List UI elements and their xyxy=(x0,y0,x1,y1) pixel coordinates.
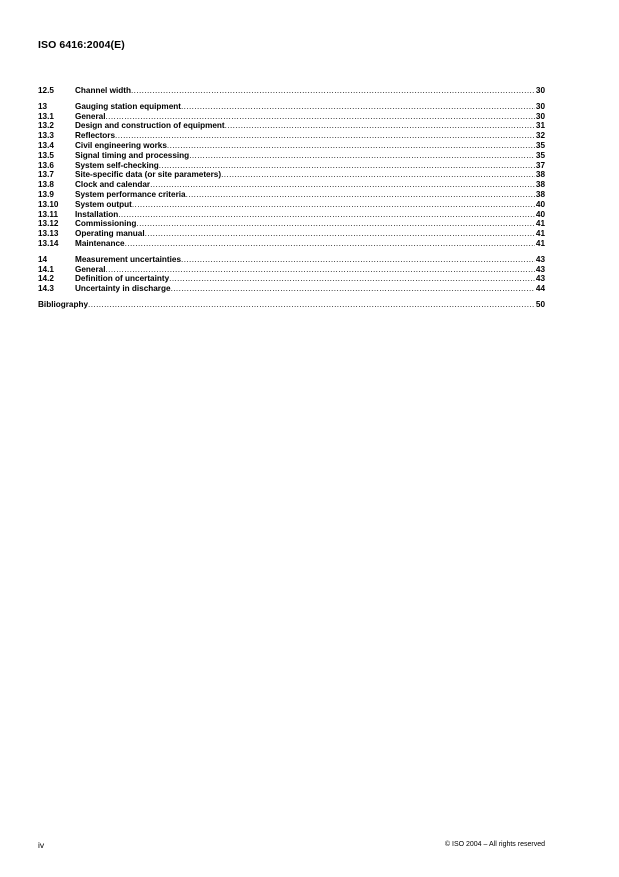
toc-entry-number: 13.6 xyxy=(38,160,54,170)
toc-entry-page: 35 xyxy=(535,150,545,160)
toc-entry-number: 13.14 xyxy=(38,238,59,248)
toc-entry-page: 37 xyxy=(535,160,545,170)
toc-entry[interactable] xyxy=(38,255,545,265)
toc-entry-number: 13.3 xyxy=(38,131,54,141)
toc-entry-title: Clock and calendar xyxy=(75,180,151,190)
toc-entry-page: 40 xyxy=(535,199,545,209)
toc-dot-leader xyxy=(150,180,535,190)
toc-entry-page: 44 xyxy=(535,284,545,294)
toc-dot-leader xyxy=(159,161,535,171)
toc-entry[interactable] xyxy=(38,190,545,200)
toc-entry-number: 13.9 xyxy=(38,189,54,199)
toc-dot-leader xyxy=(106,112,535,122)
toc-entry-title: Site-specific data (or site parameters) xyxy=(75,170,222,180)
toc-entry[interactable] xyxy=(38,86,545,96)
toc-entry-number: 14.3 xyxy=(38,284,54,294)
toc-entry[interactable] xyxy=(38,265,545,275)
toc-entry[interactable] xyxy=(38,170,545,180)
toc-dot-leader xyxy=(115,131,535,141)
toc-dot-leader xyxy=(118,210,535,220)
toc-dot-leader xyxy=(106,265,535,275)
toc-entry[interactable] xyxy=(38,151,545,161)
toc-dot-leader xyxy=(181,255,535,265)
toc-entry-number: 13.4 xyxy=(38,140,54,150)
toc-entry-page: 30 xyxy=(535,86,545,95)
toc-entry-number: 13.13 xyxy=(38,229,59,239)
toc-dot-leader xyxy=(131,86,535,96)
toc-entry-title: Reflectors xyxy=(75,131,116,141)
toc-entry[interactable] xyxy=(38,219,545,229)
toc-entry-page: 35 xyxy=(535,140,545,150)
toc-entry-title: Uncertainty in discharge xyxy=(75,284,171,294)
toc-entry[interactable] xyxy=(38,131,545,141)
toc-entry-page: 50 xyxy=(535,299,545,309)
toc-entry-number: 13.11 xyxy=(38,209,59,219)
toc-entry-number: 13.12 xyxy=(38,219,59,229)
toc-entry-title: Installation xyxy=(75,209,119,219)
toc-entry[interactable] xyxy=(38,102,545,112)
toc-entry-number: 13.8 xyxy=(38,180,54,190)
toc-entry-number: 13 xyxy=(38,101,48,111)
toc-entry-title: System self-checking xyxy=(75,160,159,170)
toc-dot-leader xyxy=(189,151,535,161)
toc-entry-page: 32 xyxy=(535,131,545,141)
toc-entry-title: System performance criteria xyxy=(75,189,186,199)
toc-dot-leader xyxy=(181,102,535,112)
page-number: iv xyxy=(38,840,45,850)
toc-entry[interactable] xyxy=(38,284,545,294)
toc-entry-page: 30 xyxy=(535,101,545,111)
toc-dot-leader xyxy=(167,141,535,151)
toc-dot-leader xyxy=(145,229,535,239)
toc-entry-number: 13.2 xyxy=(38,121,54,131)
toc-entry-title: Channel width xyxy=(75,86,131,95)
toc-entry[interactable] xyxy=(38,200,545,210)
toc-entry-number: 14.1 xyxy=(38,264,54,274)
toc-entry-title: Bibliography xyxy=(38,299,89,309)
toc-entry-title: Maintenance xyxy=(75,238,125,248)
toc-entry-number: 14 xyxy=(38,254,48,264)
toc-entry-title: Operating manual xyxy=(75,229,145,239)
toc-entry-title: General xyxy=(75,111,106,121)
toc-entry-number: 13.10 xyxy=(38,199,59,209)
toc-entry-page: 43 xyxy=(535,254,545,264)
toc-entry-page: 40 xyxy=(535,209,545,219)
toc-entry-page: 38 xyxy=(535,189,545,199)
toc-entry-number: 14.2 xyxy=(38,274,54,284)
toc-entry-page: 41 xyxy=(535,238,545,248)
toc-dot-leader xyxy=(171,284,535,294)
document-id: ISO 6416:2004(E) xyxy=(38,39,125,51)
toc-entry-number: 13.7 xyxy=(38,170,54,180)
toc-entry[interactable] xyxy=(38,274,545,284)
toc-dot-leader xyxy=(132,200,535,210)
toc-entry[interactable] xyxy=(38,121,545,131)
toc-entry-number: 12.5 xyxy=(38,86,54,95)
toc-entry-title: Gauging station equipment xyxy=(75,101,181,111)
toc-entry-page: 43 xyxy=(535,264,545,274)
toc-dot-leader xyxy=(136,219,534,229)
toc-entry-title: Commissioning xyxy=(75,219,137,229)
toc-entry[interactable] xyxy=(38,210,545,220)
toc-dot-leader xyxy=(88,300,535,310)
toc-entry-number: 13.5 xyxy=(38,150,54,160)
toc-entry-page: 41 xyxy=(535,219,545,229)
toc-entry[interactable] xyxy=(38,112,545,122)
toc-entry-page: 43 xyxy=(535,274,545,284)
toc-dot-leader xyxy=(225,121,535,131)
toc-dot-leader xyxy=(221,170,535,180)
toc-entry-title: Measurement uncertainties xyxy=(75,254,182,264)
toc-entry-page: 31 xyxy=(535,121,545,131)
toc-dot-leader xyxy=(125,239,535,249)
toc-entry-title: Design and construction of equipment xyxy=(75,121,225,131)
toc-entry-page: 30 xyxy=(535,111,545,121)
toc-entry[interactable] xyxy=(38,239,545,249)
toc-entry-title: System output xyxy=(75,199,132,209)
toc-dot-leader xyxy=(186,190,535,200)
toc-entry-title: Signal timing and processing xyxy=(75,150,190,160)
toc-entry-page: 41 xyxy=(535,229,545,239)
toc-entry[interactable] xyxy=(38,229,545,239)
toc-entry-title: Civil engineering works xyxy=(75,140,167,150)
toc-entry[interactable] xyxy=(38,180,545,190)
table-of-contents xyxy=(38,86,545,310)
toc-dot-leader xyxy=(169,274,535,284)
toc-entry-page: 38 xyxy=(535,170,545,180)
toc-entry[interactable] xyxy=(38,141,545,151)
toc-entry-title: General xyxy=(75,264,106,274)
toc-entry[interactable] xyxy=(38,300,545,310)
toc-entry-page: 38 xyxy=(535,180,545,190)
toc-entry[interactable] xyxy=(38,161,545,171)
copyright-notice: © ISO 2004 – All rights reserved xyxy=(444,841,545,848)
toc-entry-number: 13.1 xyxy=(38,111,54,121)
toc-entry-title: Definition of uncertainty xyxy=(75,274,170,284)
